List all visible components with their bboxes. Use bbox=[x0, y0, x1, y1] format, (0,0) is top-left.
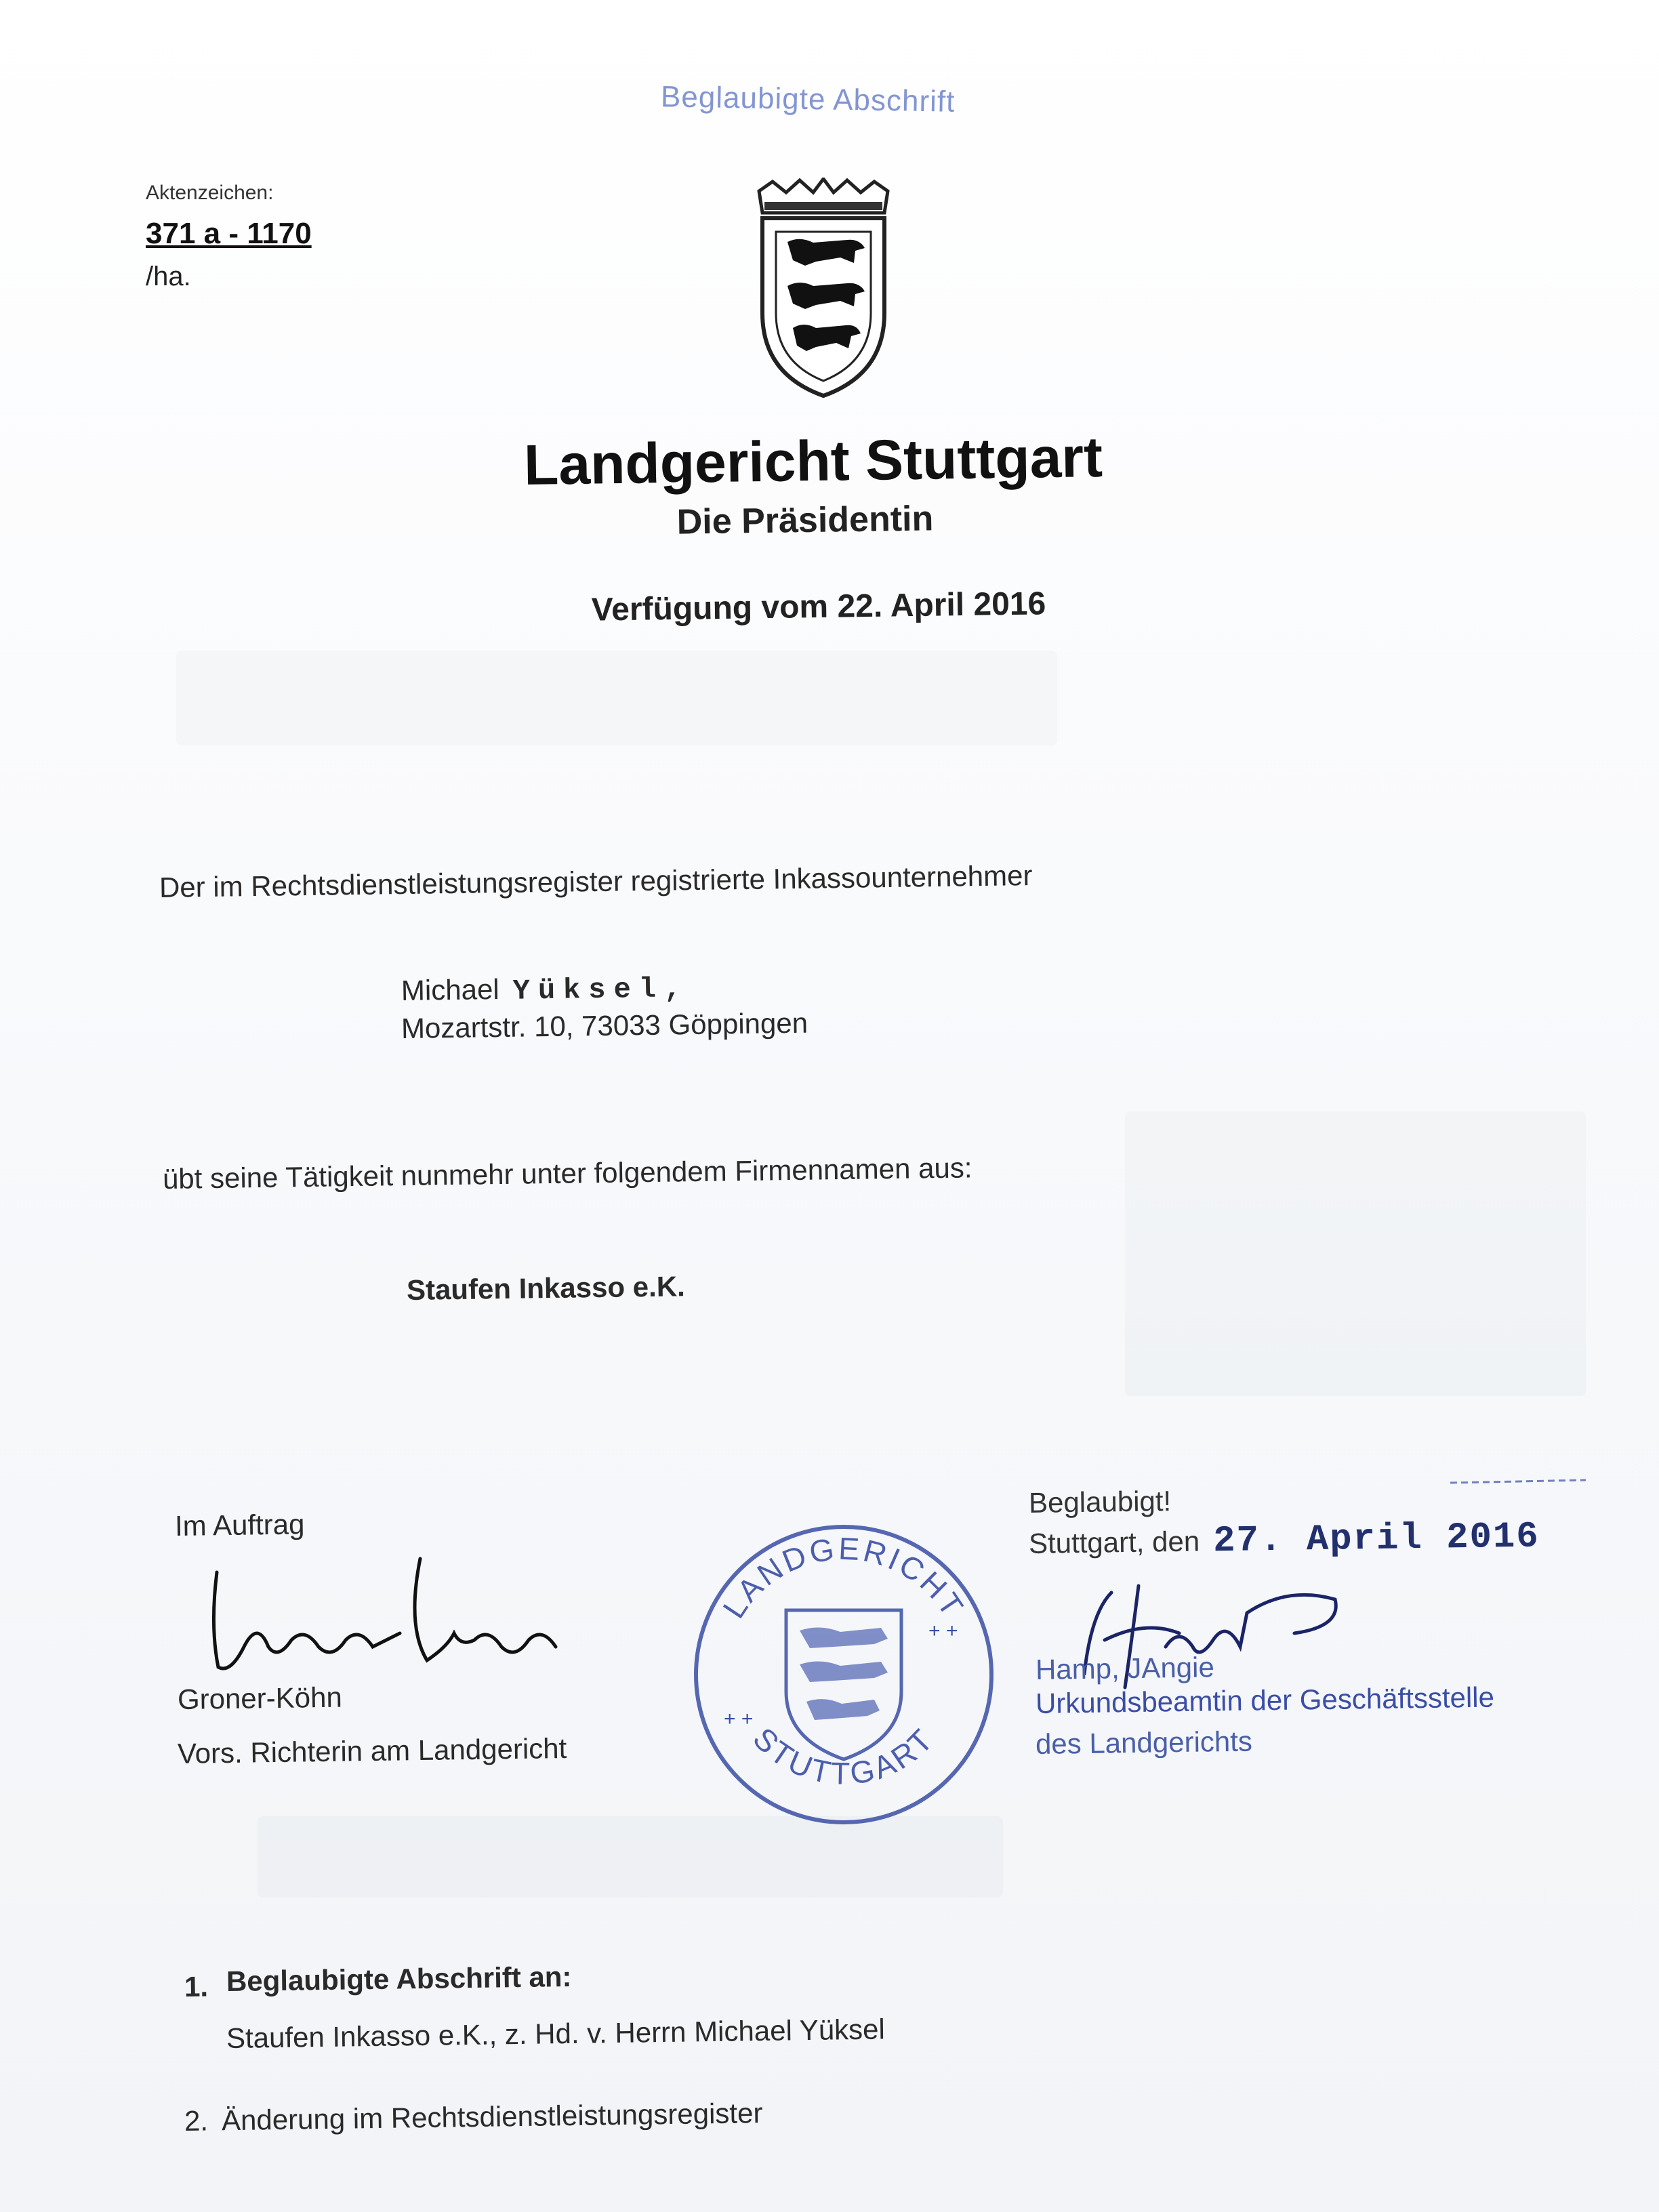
svg-text:+ +: + + bbox=[724, 1708, 754, 1730]
first-name: Michael bbox=[401, 972, 500, 1006]
judge-name: Groner-Köhn bbox=[177, 1681, 343, 1715]
person-address: Mozartstr. 10, 73033 Göppingen bbox=[401, 1006, 808, 1044]
svg-text:STUTTGART bbox=[746, 1721, 941, 1791]
seal-bottom-text: STUTTGART bbox=[746, 1720, 941, 1792]
intro-text: Der im Rechtsdienstleistungsregister registrierte Inkassounternehmer bbox=[159, 859, 1033, 903]
certification-place bbox=[1029, 1516, 1540, 1565]
list-item-number: 1. bbox=[184, 1970, 209, 2003]
list-item-heading: Beglaubigte Abschrift an: bbox=[226, 1960, 572, 1997]
court-title: Landgericht Stuttgart bbox=[523, 425, 1103, 497]
clerk-role-court: des Landgerichts bbox=[1035, 1725, 1253, 1760]
seal-top-text: LANDGERICHT bbox=[716, 1530, 972, 1624]
judge-role: Vors. Richterin am Landgericht bbox=[177, 1732, 567, 1769]
person-name bbox=[401, 970, 690, 1009]
on-behalf-label: Im Auftrag bbox=[174, 1508, 305, 1542]
clerk-role: Urkundsbeamtin der Geschäftsstelle bbox=[1035, 1681, 1495, 1719]
court-seal bbox=[684, 1509, 1003, 1827]
certification-place-text: Stuttgart, den bbox=[1028, 1525, 1200, 1559]
certified-copy-stamp: Beglaubigte Abschrift bbox=[660, 80, 956, 119]
decree-title: Verfügung vom 22. April 2016 bbox=[591, 586, 1046, 628]
clerk-name: Hamp, JAngie bbox=[1035, 1651, 1215, 1685]
firm-name: Staufen Inkasso e.K. bbox=[406, 1270, 686, 1306]
background-shadow bbox=[258, 1816, 1003, 1898]
list-item-text: Staufen Inkasso e.K., z. Hd. v. Herrn Michael Yüksel bbox=[226, 2013, 886, 2054]
file-reference-number: 371 a - 1170 bbox=[146, 217, 312, 250]
firm-intro-text: übt seine Tätigkeit nunmehr unter folgendem Firmennamen aus: bbox=[162, 1151, 972, 1195]
certified-label: Beglaubigt! bbox=[1028, 1485, 1172, 1519]
handwritten-signature-left bbox=[203, 1545, 583, 1687]
stamp-edge-mark bbox=[1450, 1476, 1593, 1490]
list-item-text: Änderung im Rechtsdienstleistungsregister bbox=[221, 2097, 763, 2137]
list-item-number: 2. bbox=[184, 2104, 209, 2137]
svg-text:+ +: + + bbox=[928, 1620, 958, 1642]
court-subtitle: Die Präsidentin bbox=[676, 499, 934, 542]
last-name: Yüksel, bbox=[512, 972, 690, 1008]
coat-of-arms-icon bbox=[745, 178, 901, 401]
list-item bbox=[184, 2097, 763, 2137]
file-reference-suffix: /ha. bbox=[146, 262, 191, 291]
file-reference-label: Aktenzeichen: bbox=[146, 182, 274, 204]
background-shadow bbox=[1125, 1111, 1586, 1396]
certification-date: 27. April 2016 bbox=[1212, 1516, 1540, 1563]
background-shadow bbox=[176, 651, 1057, 745]
